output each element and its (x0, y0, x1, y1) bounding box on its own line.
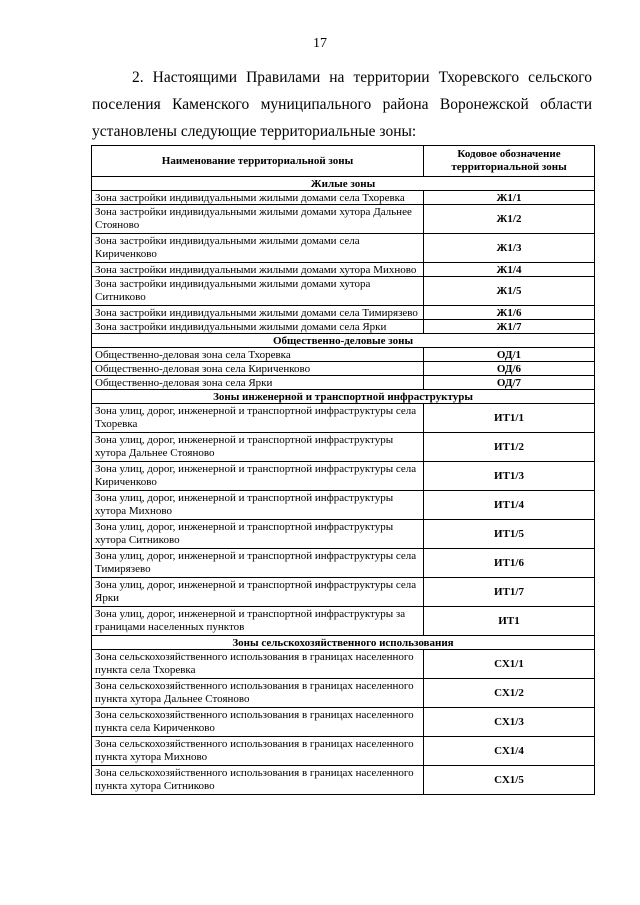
table-row (92, 766, 595, 795)
table-row (92, 320, 595, 334)
zone-code-cell: Ж1/4 (424, 263, 595, 277)
zone-code-cell: ИТ1/1 (424, 404, 595, 433)
zones-table (91, 145, 595, 795)
table-row (92, 191, 595, 205)
zone-name-cell: Зона улиц, дорог, инженерной и транспортной инфраструктуры хутора Дальнее Стояново (92, 433, 424, 462)
zone-name-cell: Зона сельскохозяйственного использования в границах населенного пункта села Тхоревка (92, 650, 424, 679)
section-header-row (92, 334, 595, 348)
table-row (92, 234, 595, 263)
zone-code-cell: ИТ1/5 (424, 520, 595, 549)
zone-name-cell: Зона улиц, дорог, инженерной и транспортной инфраструктуры села Кириченково (92, 462, 424, 491)
header-zone-name: Наименование территориальной зоны (92, 146, 424, 177)
section-header-row (92, 177, 595, 191)
section-title: Зоны сельскохозяйственного использования (92, 636, 595, 650)
zone-name-cell: Общественно-деловая зона села Тхоревка (92, 348, 424, 362)
zone-code-cell: ИТ1/7 (424, 578, 595, 607)
section-title: Жилые зоны (92, 177, 595, 191)
section-title: Зоны инженерной и транспортной инфраструктуры (92, 390, 595, 404)
zone-name-cell: Зона сельскохозяйственного использования в границах населенного пункта хутора Ситниково (92, 766, 424, 795)
table-row (92, 404, 595, 433)
zone-name-cell: Зона сельскохозяйственного использования в границах населенного пункта хутора Михново (92, 737, 424, 766)
zone-code-cell: Ж1/3 (424, 234, 595, 263)
zone-name-cell: Зона улиц, дорог, инженерной и транспортной инфраструктуры хутора Михново (92, 491, 424, 520)
table-row (92, 462, 595, 491)
table-row (92, 737, 595, 766)
zone-code-cell: ИТ1/2 (424, 433, 595, 462)
table-row (92, 205, 595, 234)
zone-code-cell: СХ1/4 (424, 737, 595, 766)
zone-code-cell: СХ1/1 (424, 650, 595, 679)
zone-code-cell: Ж1/1 (424, 191, 595, 205)
table-row (92, 433, 595, 462)
table-row (92, 578, 595, 607)
zone-code-cell: СХ1/3 (424, 708, 595, 737)
zone-name-cell: Зона застройки индивидуальными жилыми домами хутора Дальнее Стояново (92, 205, 424, 234)
intro-line-3: установлены следующие территориальные зоны: (92, 123, 417, 140)
zone-code-cell: ОД/6 (424, 362, 595, 376)
table-row (92, 306, 595, 320)
table-row (92, 679, 595, 708)
zone-code-cell: Ж1/5 (424, 277, 595, 306)
zone-code-cell: ИТ1/6 (424, 549, 595, 578)
table-row (92, 277, 595, 306)
zone-name-cell: Зона улиц, дорог, инженерной и транспортной инфраструктуры за границами населенных пунктов (92, 607, 424, 636)
table-row (92, 362, 595, 376)
table-row (92, 491, 595, 520)
table-row (92, 549, 595, 578)
zone-code-cell: ОД/1 (424, 348, 595, 362)
section-header-row (92, 390, 595, 404)
zone-name-cell: Зона застройки индивидуальными жилыми домами села Тимирязево (92, 306, 424, 320)
intro-line-2: поселения Каменского муниципального района Воронежской области (92, 96, 592, 113)
section-title: Общественно-деловые зоны (92, 334, 595, 348)
zone-code-cell: ОД/7 (424, 376, 595, 390)
zone-name-cell: Общественно-деловая зона села Ярки (92, 376, 424, 390)
zone-code-cell: СХ1/5 (424, 766, 595, 795)
zone-name-cell: Зона застройки индивидуальными жилыми домами хутора Ситниково (92, 277, 424, 306)
zones-table-body (92, 177, 595, 795)
zone-code-cell: ИТ1/4 (424, 491, 595, 520)
zone-code-cell: Ж1/6 (424, 306, 595, 320)
zone-name-cell: Зона застройки индивидуальными жилыми домами села Кириченково (92, 234, 424, 263)
zone-code-cell: ИТ1/3 (424, 462, 595, 491)
zone-code-cell: ИТ1 (424, 607, 595, 636)
zone-code-cell: СХ1/2 (424, 679, 595, 708)
zone-name-cell: Общественно-деловая зона села Кириченково (92, 362, 424, 376)
table-row (92, 263, 595, 277)
zone-code-cell: Ж1/7 (424, 320, 595, 334)
zone-name-cell: Зона застройки индивидуальными жилыми домами села Тхоревка (92, 191, 424, 205)
table-row (92, 708, 595, 737)
zone-name-cell: Зона сельскохозяйственного использования в границах населенного пункта хутора Дальнее Стояново (92, 679, 424, 708)
zone-name-cell: Зона застройки индивидуальными жилыми домами села Ярки (92, 320, 424, 334)
table-row (92, 607, 595, 636)
zone-name-cell: Зона сельскохозяйственного использования в границах населенного пункта села Кириченково (92, 708, 424, 737)
zone-code-cell: Ж1/2 (424, 205, 595, 234)
intro-line-1: 2. Настоящими Правилами на территории Тхоревского сельского (132, 69, 592, 86)
zone-name-cell: Зона застройки индивидуальными жилыми домами хутора Михново (92, 263, 424, 277)
table-header-row (92, 146, 595, 177)
table-row (92, 650, 595, 679)
table-row (92, 376, 595, 390)
zone-name-cell: Зона улиц, дорог, инженерной и транспортной инфраструктуры села Тимирязево (92, 549, 424, 578)
zone-name-cell: Зона улиц, дорог, инженерной и транспортной инфраструктуры села Тхоревка (92, 404, 424, 433)
table-row (92, 348, 595, 362)
header-zone-code: Кодовое обозначение территориальной зоны (424, 146, 595, 177)
zone-name-cell: Зона улиц, дорог, инженерной и транспортной инфраструктуры села Ярки (92, 578, 424, 607)
zone-name-cell: Зона улиц, дорог, инженерной и транспортной инфраструктуры хутора Ситниково (92, 520, 424, 549)
intro-paragraph (92, 64, 592, 145)
table-row (92, 520, 595, 549)
section-header-row (92, 636, 595, 650)
page-number: 17 (313, 36, 327, 51)
